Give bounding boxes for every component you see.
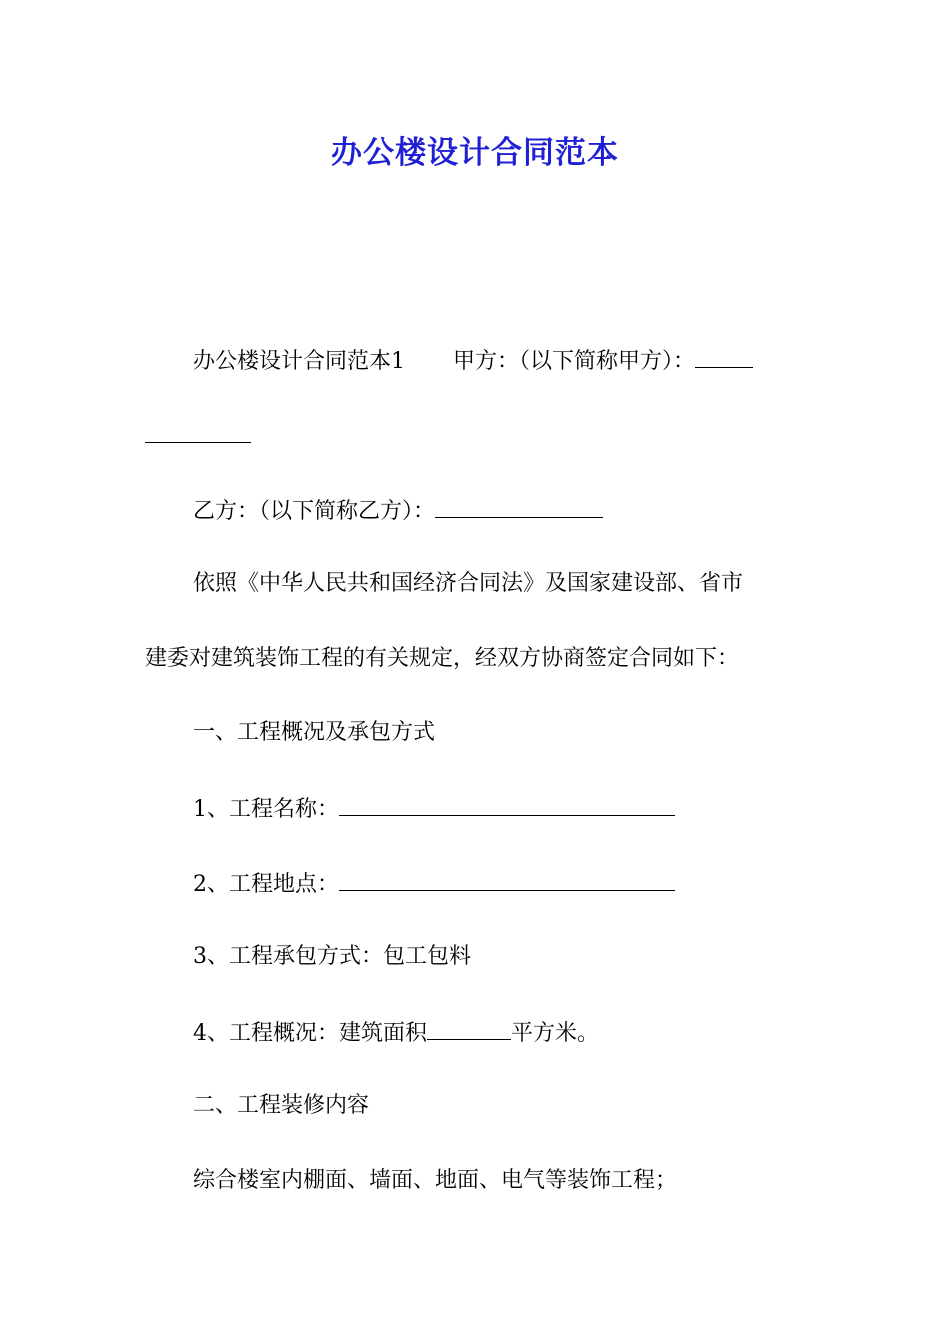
paragraph-party-b bbox=[193, 495, 603, 527]
party-b-blank bbox=[435, 495, 603, 518]
section-heading-1: 一、工程概况及承包方式 bbox=[193, 720, 436, 745]
paragraph-basis-line2: 建委对建筑装饰工程的有关规定，经双方协商签定合同如下： bbox=[145, 646, 740, 671]
party-a-blank bbox=[695, 345, 753, 368]
item-project-name-label: 1、工程名称： bbox=[193, 797, 339, 822]
area-unit: 平方米。 bbox=[511, 1021, 600, 1046]
project-location-blank bbox=[339, 868, 675, 891]
item-project-name bbox=[193, 793, 675, 825]
party-a-blank-continued bbox=[145, 420, 251, 443]
area-blank bbox=[427, 1017, 511, 1040]
project-name-blank bbox=[339, 793, 675, 816]
item-contract-method: 3、工程承包方式：包工包料 bbox=[193, 944, 471, 969]
paragraph-content: 综合楼室内棚面、墙面、地面、电气等装饰工程； bbox=[193, 1168, 678, 1193]
paragraph-intro-continued bbox=[145, 420, 251, 452]
item-project-overview bbox=[193, 1017, 599, 1049]
item-project-location-label: 2、工程地点： bbox=[193, 872, 339, 897]
section-heading-2: 二、工程装修内容 bbox=[193, 1093, 370, 1118]
intro-label: 办公楼设计合同范本1 bbox=[193, 349, 405, 374]
paragraph-intro bbox=[193, 345, 753, 377]
party-a-label: 甲方：（以下简称甲方）： bbox=[453, 349, 696, 374]
document-title: 办公楼设计合同范本 bbox=[331, 135, 619, 171]
paragraph-basis-line1: 依照《中华人民共和国经济合同法》及国家建设部、省市 bbox=[193, 571, 744, 596]
party-b-label: 乙方：（以下简称乙方）： bbox=[193, 499, 436, 524]
item-project-overview-label: 4、工程概况：建筑面积 bbox=[193, 1021, 427, 1046]
item-project-location bbox=[193, 868, 675, 900]
